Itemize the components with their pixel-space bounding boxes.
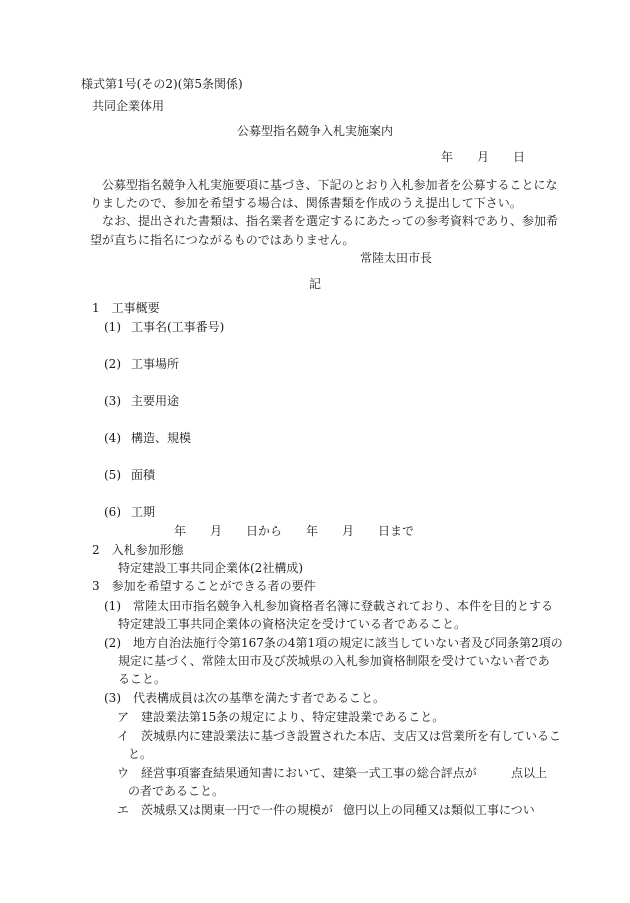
item-1-3-label: 主要用途 <box>131 394 180 408</box>
item-1-5-num: (5) <box>104 468 121 482</box>
section-1-heading: 1 工事概要 <box>92 301 160 315</box>
intro-line-3: なお、提出された書類は、指名業者を選定するにあたっての参考資料であり、参加希 <box>102 214 559 228</box>
item-3-3-e-line-1b: 億円以上の同種又は類似工事につい <box>343 803 535 817</box>
issuer: 常陸太田市長 <box>360 251 433 265</box>
item-1-6-num: (6) <box>104 505 121 519</box>
item-1-1-label: 工事名(工事番号) <box>131 320 225 334</box>
item-3-2-line-3: ること。 <box>118 672 167 686</box>
item-3-2-line-2: 規定に基づく、常陸太田市及び茨城県の入札参加資格制限を受けていない者であ <box>118 654 550 668</box>
item-3-3-i-line-2: と。 <box>128 747 153 761</box>
item-1-1-num: (1) <box>104 320 121 334</box>
section-3-heading: 3 参加を希望することができる者の要件 <box>92 579 316 593</box>
item-3-1-line-2: 特定建設工事共同企業体の資格決定を受けている者であること。 <box>118 617 467 631</box>
item-1-2-num: (2) <box>104 357 121 371</box>
intro-line-4: 望が直ちに指名につながるものではありません。 <box>90 233 355 247</box>
item-1-3-num: (3) <box>104 394 121 408</box>
item-3-3-u-line-1b: 点以上 <box>511 766 548 780</box>
date-line: 年 月 日 <box>441 150 526 164</box>
item-1-4-num: (4) <box>104 431 121 445</box>
section-2-body: 特定建設工事共同企業体(2社構成) <box>118 561 303 575</box>
usage-label: 共同企業体用 <box>92 99 165 113</box>
item-1-2-label: 工事場所 <box>131 357 180 371</box>
item-1-4-label: 構造、規模 <box>131 431 192 445</box>
item-3-3-i-line-1: イ 茨城県内に建設業法に基づき設置された本店、支店又は営業所を有しているこ <box>117 729 562 743</box>
ki-heading: 記 <box>308 277 321 291</box>
item-3-3-a: ア 建設業法第15条の規定により、特定建設業であること。 <box>117 710 445 724</box>
item-3-3-u-line-2: の者であること。 <box>128 784 225 798</box>
item-3-3-u-line-1a: ウ 経営事項審査結果通知書において、建築一式工事の総合評点が <box>117 766 477 780</box>
item-3-1-line-1: (1) 常陸太田市指名競争入札参加資格者名簿に登載されており、本件を目的とする <box>104 599 554 613</box>
construction-period: 年 月 日から 年 月 日まで <box>174 524 415 538</box>
item-3-3-heading: (3) 代表構成員は次の基準を満たす者であること。 <box>104 691 386 705</box>
item-3-2-line-1: (2) 地方自治法施行令第167条の4第1項の規定に該当していない者及び同条第2項の <box>104 636 563 650</box>
intro-line-1: 公募型指名競争入札実施要項に基づき、下記のとおり入札参加者を公募することにな <box>102 178 558 192</box>
item-1-6-label: 工期 <box>131 505 156 519</box>
document-title: 公募型指名競争入札実施案内 <box>236 124 393 138</box>
form-number: 様式第1号(その2)(第5条関係) <box>81 77 243 91</box>
item-1-5-label: 面積 <box>131 468 156 482</box>
section-2-heading: 2 入札参加形態 <box>92 543 184 557</box>
item-3-3-e-line-1a: エ 茨城県又は関東一円で一件の規模が <box>117 803 334 817</box>
intro-line-2: りましたので、参加を希望する場合は、関係書類を作成のうえ提出して下さい。 <box>90 196 522 210</box>
